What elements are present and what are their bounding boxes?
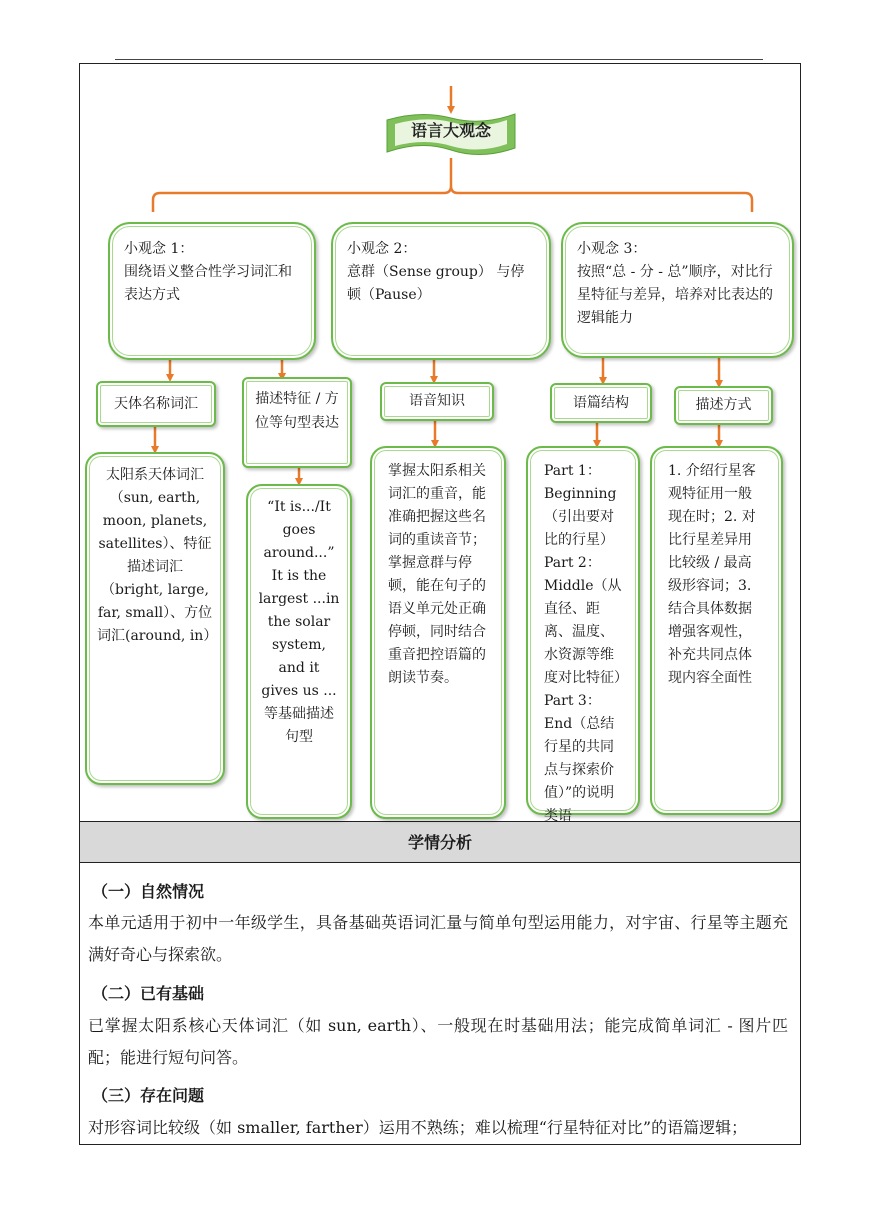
detail-text: 1. 介绍行星客观特征用一般现在时；2. 对比行星差异用比较级 / 最高级形容词；3. 结合具体数据增强客观性，补充共同点体现内容全面性 — [668, 463, 756, 686]
tag-box-1 — [96, 381, 216, 427]
concept-box-1 — [108, 222, 316, 360]
concept-text: 意群（Sense group） 与停顿（Pause） — [347, 264, 525, 303]
tag-label: 语音知识 — [409, 393, 465, 409]
concept-text: 按照“总 - 分 - 总”顺序，对比行星特征与差异，培养对比表达的逻辑能力 — [577, 264, 773, 326]
section-title-3: （三）存在问题 — [92, 1086, 205, 1105]
tag-box-4 — [550, 383, 652, 423]
concept-box-2 — [331, 222, 551, 360]
tag-label: 描述特征 / 方位等句型表达 — [255, 391, 339, 431]
banner-title: 语言大观念 — [410, 121, 491, 140]
analysis-header: 学情分析 — [407, 833, 472, 852]
section-title-2: （二）已有基础 — [92, 984, 205, 1003]
detail-box-3 — [370, 446, 506, 819]
tag-label: 语篇结构 — [573, 395, 629, 411]
concept-box-3 — [561, 222, 794, 358]
section-text-3: 对形容词比较级（如 smaller, farther）运用不熟练；难以梳理“行星特征对比”的语篇逻辑； — [88, 1118, 748, 1137]
detail-text: “It is.../It goes around...” It is the largest ...in the solar system, and it gives us ...等基础描述句型 — [258, 499, 340, 745]
tag-box-5 — [674, 386, 773, 425]
detail-box-2 — [246, 484, 352, 819]
concept-title: 小观念 3： — [577, 241, 647, 257]
concept-text: 围绕语义整合性学习词汇和表达方式 — [124, 264, 292, 303]
section-title-1: （一）自然情况 — [92, 882, 205, 901]
detail-text: 太阳系天体词汇（sun, earth, moon, planets, satellites）、特征描述词汇（bright, large, far, small）、方位词汇(around, in） — [97, 467, 218, 644]
tag-label: 天体名称词汇 — [114, 396, 198, 412]
section-text-2: 已掌握太阳系核心天体词汇（如 sun, earth）、一般现在时基础用法；能完成简单词汇 - 图片匹配；能进行短句问答。 — [88, 1016, 788, 1067]
detail-box-4 — [526, 446, 640, 824]
tag-box-2 — [242, 377, 352, 468]
detail-box-1 — [85, 452, 225, 785]
tag-label: 描述方式 — [695, 397, 752, 413]
brace-connector — [153, 158, 752, 212]
tag-box-3 — [380, 382, 494, 421]
concept-title: 小观念 2： — [347, 241, 417, 257]
section-text-1: 本单元适用于初中一年级学生，具备基础英语词汇量与简单句型运用能力，对宇宙、行星等主题充满好奇心与探索欲。 — [88, 913, 788, 964]
concept-title: 小观念 1： — [124, 241, 194, 257]
detail-text: 掌握太阳系相关词汇的重音，能准确把握这些名词的重读音节；掌握意群与停顿，能在句子的语义单元处正确停顿，同时结合重音把控语篇的朗读节奏。 — [388, 463, 486, 686]
detail-box-5 — [650, 446, 783, 815]
detail-text: Part 1：Beginning（引出要对比的行星）Part 2：Middle（从直径、距离、温度、水资源等维度对比特征）Part 3：End（总结行星的共同点与探索价值）”的说明类语 — [544, 463, 622, 824]
